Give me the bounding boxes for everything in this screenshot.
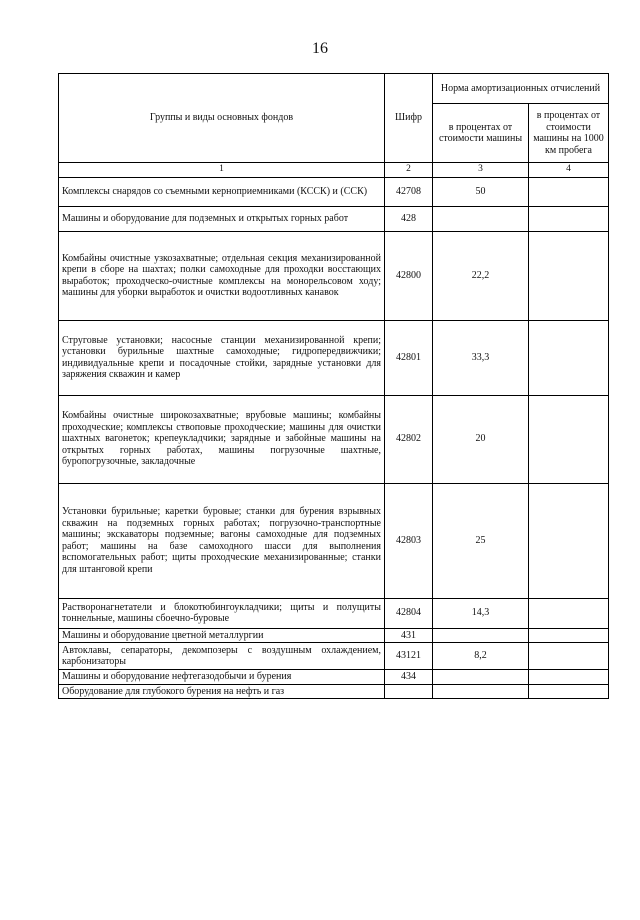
row-rate-km bbox=[529, 177, 609, 206]
header-percent-cost: в процентах от стоимости машины bbox=[433, 104, 529, 163]
row-code: 42800 bbox=[385, 231, 433, 320]
column-number: 2 bbox=[385, 163, 433, 178]
column-number: 1 bbox=[59, 163, 385, 178]
header-percent-per-1000km: в процентах от стоимости машины на 1000 км пробега bbox=[529, 104, 609, 163]
table-row bbox=[59, 684, 609, 699]
table-row bbox=[59, 231, 609, 320]
table-row bbox=[59, 598, 609, 628]
row-rate-km bbox=[529, 206, 609, 231]
row-name: Комплексы снарядов со съемными керноприемниками (КССК) и (ССК) bbox=[59, 177, 385, 206]
table-row bbox=[59, 643, 609, 670]
row-name: Комбайны очистные широкозахватные; врубовые машины; комбайны проходческие; комплексы ствоповые проходческие; машины для очистки шахтных вагонеток; крепеукладчики; зарядные и забойные машины на открытых горных работах, машины погрузочные шахтные, буропогрузочные, закладочные bbox=[59, 395, 385, 483]
row-code: 42804 bbox=[385, 598, 433, 628]
table-row bbox=[59, 206, 609, 231]
row-rate-km bbox=[529, 395, 609, 483]
row-name: Растворонагнетатели и блокотюбингоукладчики; щиты и полущиты тоннельные, машины сбоечно-буровые bbox=[59, 598, 385, 628]
header-code-column: Шифр bbox=[385, 74, 433, 163]
row-code: 431 bbox=[385, 628, 433, 643]
row-name: Струговые установки; насосные станции механизированной крепи; установки бурильные шахтные самоходные; гидропередвижчики; индивидуальные крепи и посадочные стойки, зарядные установки для заряжения скважин и камер bbox=[59, 320, 385, 395]
row-rate: 25 bbox=[433, 483, 529, 598]
row-rate: 22,2 bbox=[433, 231, 529, 320]
depreciation-norms-table bbox=[58, 73, 609, 699]
row-name: Установки бурильные; каретки буровые; станки для бурения взрывных скважин на подземных горных работах; погрузочно-транспортные машины; экскаваторы подземные; вагоны самоходные для подземных работ; машины на базе самоходного шасси для выполнения вспомогательных работ; щиты проходческие механизированные; станки для штанговой крепи bbox=[59, 483, 385, 598]
row-rate bbox=[433, 684, 529, 699]
row-name: Автоклавы, сепараторы, декомпозеры с воздушным охлаждением, карбонизаторы bbox=[59, 643, 385, 670]
row-rate: 33,3 bbox=[433, 320, 529, 395]
header-group-column: Группы и виды основных фондов bbox=[59, 74, 385, 163]
row-code: 42801 bbox=[385, 320, 433, 395]
row-rate-km bbox=[529, 231, 609, 320]
row-rate-km bbox=[529, 628, 609, 643]
table-row bbox=[59, 395, 609, 483]
row-code bbox=[385, 684, 433, 699]
row-name: Машины и оборудование нефтегазодобычи и бурения bbox=[59, 670, 385, 685]
row-rate-km bbox=[529, 684, 609, 699]
row-rate bbox=[433, 206, 529, 231]
table-row bbox=[59, 483, 609, 598]
row-rate bbox=[433, 628, 529, 643]
table-row bbox=[59, 670, 609, 685]
table-row bbox=[59, 320, 609, 395]
row-rate bbox=[433, 670, 529, 685]
row-code: 43121 bbox=[385, 643, 433, 670]
row-code: 42803 bbox=[385, 483, 433, 598]
row-rate-km bbox=[529, 670, 609, 685]
row-rate-km bbox=[529, 320, 609, 395]
column-number: 4 bbox=[529, 163, 609, 178]
table-row bbox=[59, 177, 609, 206]
row-rate: 14,3 bbox=[433, 598, 529, 628]
row-code: 434 bbox=[385, 670, 433, 685]
page-number: 16 bbox=[312, 40, 328, 57]
row-code: 42708 bbox=[385, 177, 433, 206]
table-row bbox=[59, 628, 609, 643]
row-code: 42802 bbox=[385, 395, 433, 483]
row-code: 428 bbox=[385, 206, 433, 231]
row-rate: 8,2 bbox=[433, 643, 529, 670]
row-name: Машины и оборудование цветной металлургии bbox=[59, 628, 385, 643]
column-number: 3 bbox=[433, 163, 529, 178]
row-name: Оборудование для глубокого бурения на нефть и газ bbox=[59, 684, 385, 699]
row-name: Машины и оборудование для подземных и открытых горных работ bbox=[59, 206, 385, 231]
row-rate: 20 bbox=[433, 395, 529, 483]
row-rate-km bbox=[529, 483, 609, 598]
column-number-row bbox=[59, 163, 609, 178]
row-rate-km bbox=[529, 598, 609, 628]
row-rate-km bbox=[529, 643, 609, 670]
row-name: Комбайны очистные узкозахватные; отдельная секция механизированной крепи в сборе на шахтах; полки самоходные для проходки восстающих выработок; проходческо-очистные комплексы на монорельсовом ходу; машины для уборки выработок и очистки водоотливных канавок bbox=[59, 231, 385, 320]
row-rate: 50 bbox=[433, 177, 529, 206]
header-norm-column: Норма амортизационных отчислений bbox=[433, 74, 609, 104]
